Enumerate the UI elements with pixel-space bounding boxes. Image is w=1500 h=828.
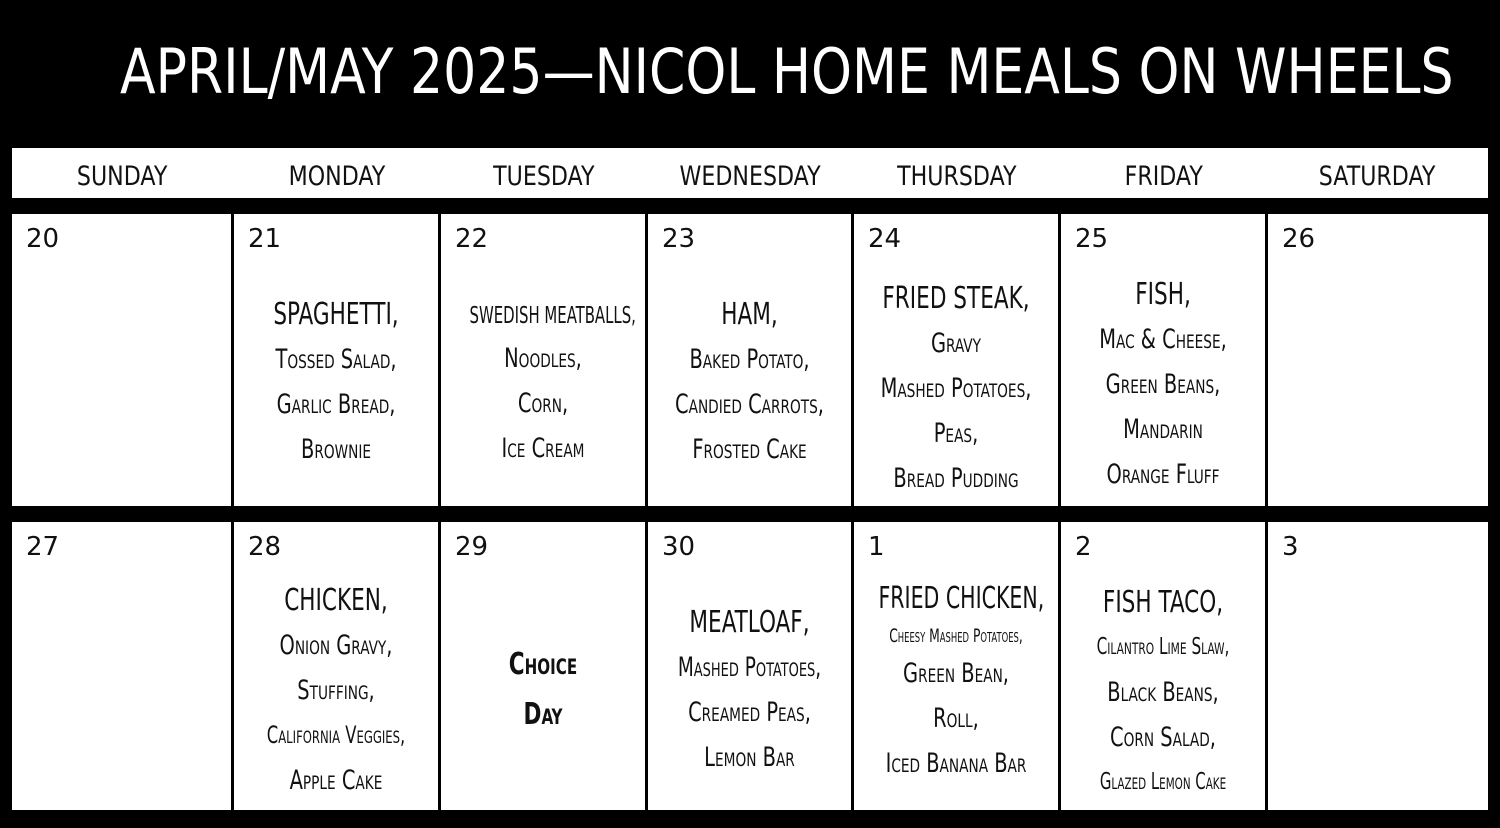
menu-item: Garlic Bread, xyxy=(276,389,396,420)
day-cell-2 xyxy=(1061,522,1268,810)
weekday-sunday: SUNDAY xyxy=(77,161,168,192)
day-number: 29 xyxy=(455,532,489,562)
weekday-friday: FRIDAY xyxy=(1124,161,1203,192)
day-cell-20 xyxy=(12,214,234,506)
menu-item: Mashed Potatoes, xyxy=(677,652,822,683)
menu-item: Roll, xyxy=(933,703,979,734)
menu-entree: SPAGHETTI, xyxy=(273,297,399,332)
menu-items xyxy=(1061,272,1265,497)
menu-entree: FISH, xyxy=(1135,277,1191,312)
menu-item: Baked Potato, xyxy=(689,344,810,375)
weekday-saturday: SATURDAY xyxy=(1319,161,1436,192)
menu-item: Lemon Bar xyxy=(704,742,795,773)
day-number: 28 xyxy=(248,532,282,562)
menu-item: Green Bean, xyxy=(903,658,1009,689)
menu-item: Candied Carrots, xyxy=(675,389,824,420)
week-row-1 xyxy=(12,214,1488,506)
day-cell-26 xyxy=(1268,214,1488,506)
day-number: 30 xyxy=(662,532,696,562)
day-number: 24 xyxy=(868,224,902,254)
week-row-2 xyxy=(12,522,1488,810)
menu-item: Tossed Salad, xyxy=(275,344,397,375)
day-cell-30 xyxy=(648,522,854,810)
day-number: 23 xyxy=(662,224,696,254)
weekday-header-row xyxy=(12,148,1488,198)
menu-item: Orange Fluff xyxy=(1106,459,1220,490)
menu-item: Peas, xyxy=(933,418,979,449)
menu-item: Mashed Potatoes, xyxy=(880,373,1032,404)
menu-item: Noodles, xyxy=(504,343,582,374)
menu-items xyxy=(234,292,438,472)
menu-item: Mac & Cheese, xyxy=(1099,324,1227,355)
choice-day-label: Day xyxy=(523,697,563,732)
day-cell-28 xyxy=(234,522,441,810)
menu-item: Onion Gravy, xyxy=(279,630,393,661)
menu-entree: FISH TACO, xyxy=(1102,585,1224,620)
menu-entree: SWEDISH MEATBALLS, xyxy=(469,303,636,329)
menu-item: Corn Salad, xyxy=(1110,722,1216,753)
choice-day-label: Choice xyxy=(508,647,578,682)
menu-items xyxy=(854,276,1058,501)
day-number: 21 xyxy=(248,224,282,254)
day-cell-21 xyxy=(234,214,441,506)
day-cell-23 xyxy=(648,214,854,506)
weekday-tuesday: TUESDAY xyxy=(492,161,595,192)
menu-item: Stuffing, xyxy=(297,675,375,706)
menu-entree: MEATLOAF, xyxy=(689,605,810,640)
menu-item: Corn, xyxy=(517,388,569,419)
day-number: 22 xyxy=(455,224,489,254)
menu-items xyxy=(648,292,851,472)
day-cell-22 xyxy=(441,214,648,506)
menu-item: California Veggies, xyxy=(266,721,406,749)
menu-item: Cheesy Mashed Potatoes, xyxy=(889,625,1023,647)
day-number: 27 xyxy=(26,532,60,562)
weekday-monday: MONDAY xyxy=(288,161,385,192)
day-cell-1 xyxy=(854,522,1061,810)
menu-entree: FRIED STEAK, xyxy=(882,281,1030,316)
menu-item: Ice Cream xyxy=(501,433,585,464)
weekday-wednesday: WEDNESDAY xyxy=(679,161,821,192)
menu-item: Cilantro Lime Slaw, xyxy=(1096,634,1230,660)
day-number: 2 xyxy=(1075,532,1092,562)
menu-items xyxy=(234,578,438,803)
day-cell-27 xyxy=(12,522,234,810)
menu-item: Green Beans, xyxy=(1105,369,1221,400)
menu-item: Frosted Cake xyxy=(692,434,807,465)
menu-items xyxy=(648,600,851,780)
menu-item: Black Beans, xyxy=(1107,677,1219,708)
day-number: 3 xyxy=(1282,532,1299,562)
menu-item: Mandarin xyxy=(1123,414,1203,445)
day-number: 1 xyxy=(868,532,885,562)
menu-item: Iced Banana Bar xyxy=(885,748,1027,779)
menu-item: Bread Pudding xyxy=(893,463,1019,494)
page-title: APRIL/MAY 2025—NICOL HOME MEALS ON WHEELS xyxy=(120,35,1454,108)
menu-item: Apple Cake xyxy=(289,765,383,796)
menu-items xyxy=(441,640,645,740)
menu-entree: FRIED CHICKEN, xyxy=(878,581,1045,616)
menu-entree: HAM, xyxy=(721,297,778,332)
day-cell-25 xyxy=(1061,214,1268,506)
day-cell-3 xyxy=(1268,522,1488,810)
menu-entree: CHICKEN, xyxy=(284,583,388,618)
day-number: 26 xyxy=(1282,224,1316,254)
menu-items xyxy=(1061,580,1265,805)
menu-items xyxy=(854,576,1058,786)
menu-item: Gravy xyxy=(930,328,982,359)
weekday-thursday: THURSDAY xyxy=(896,161,1017,192)
menu-item: Brownie xyxy=(300,434,371,465)
day-number: 20 xyxy=(26,224,60,254)
day-number: 25 xyxy=(1075,224,1109,254)
menu-item: Glazed Lemon Cake xyxy=(1099,769,1227,795)
day-cell-24 xyxy=(854,214,1061,506)
menu-items xyxy=(441,296,645,471)
menu-item: Creamed Peas, xyxy=(688,697,811,728)
day-cell-29 xyxy=(441,522,648,810)
